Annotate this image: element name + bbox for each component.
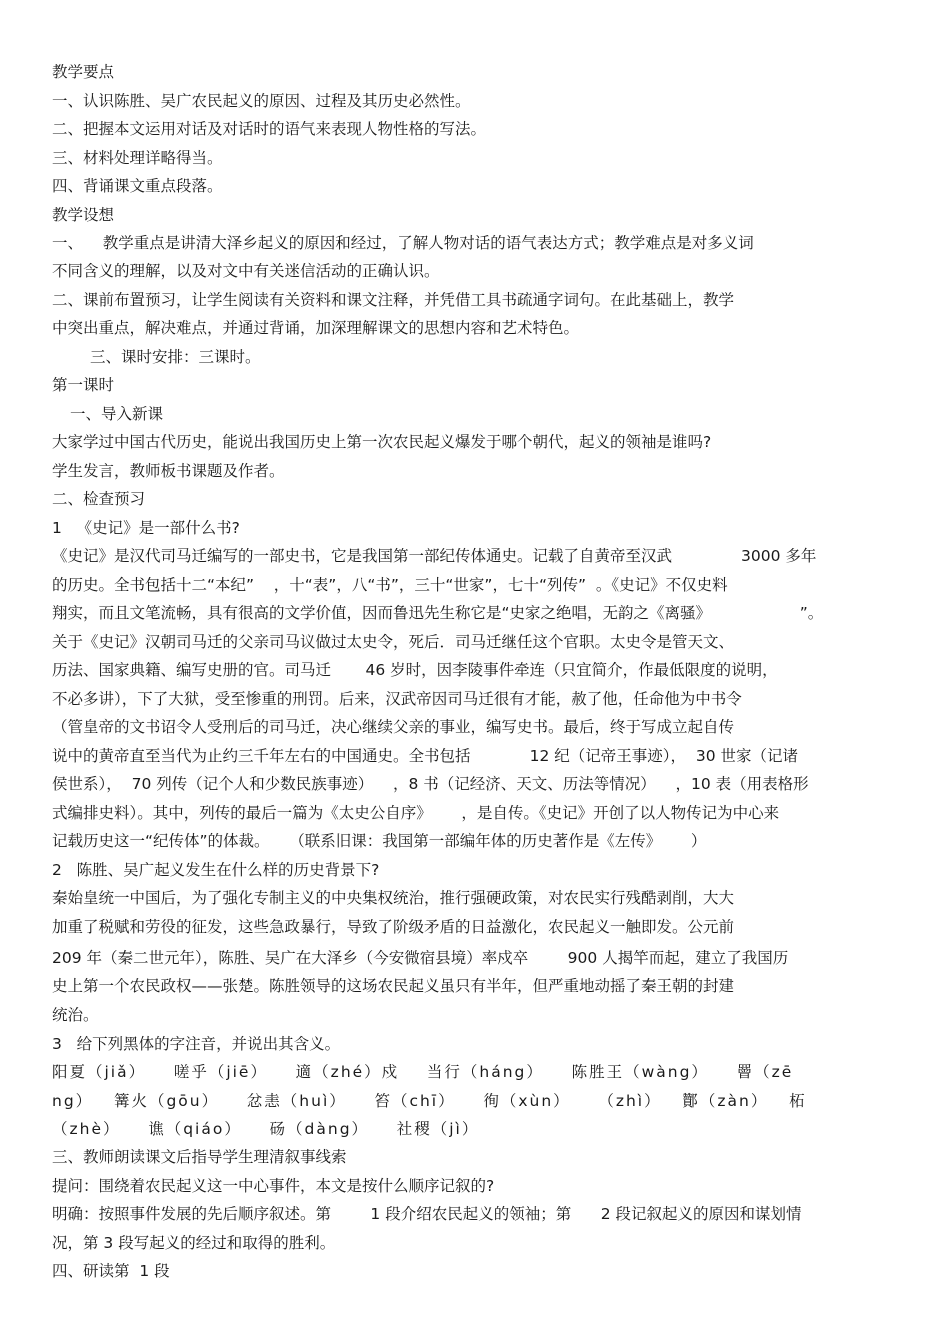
text-line: 侯世系）， 70 列传（记个人和少数民族事迹） ，8 书（记经济、天文、历法等情况） ，10 表（用表格形: [52, 775, 809, 793]
text-line: 大家学过中国古代历史，能说出我国历史上第一次农民起义爆发于哪个朝代，起义的领袖是谁吗?: [52, 433, 712, 451]
text-line: 三、课时安排：三课时。: [90, 348, 261, 366]
text-line: 明确：按照事件发展的先后顺序叙述。第 1 段介绍农民起义的领袖；第 2 段记叙起义的原因和谋划情: [52, 1205, 802, 1223]
text-line: 加重了税赋和劳役的征发，这些急政暴行，导致了阶级矛盾的日益激化，农民起义一触即发。公元前: [52, 918, 735, 936]
section-heading: 三、教师朗读课文后指导学生理清叙事线索: [52, 1148, 347, 1166]
text-line: 一、 教学重点是讲清大泽乡起义的原因和经过，了解人物对话的语气表达方式；教学难点是对多义词: [52, 234, 754, 252]
text-line: 况，第 3 段写起义的经过和取得的胜利。: [52, 1234, 336, 1252]
text-line: 不同含义的理解，以及对文中有关迷信活动的正确认识。: [52, 262, 440, 280]
text-line: 关于《史记》汉朝司马迁的父亲司马议做过太史令，死后．司马迁继任这个官职。太史令是管天文、: [52, 633, 735, 651]
question-line: 1 《史记》是一部什么书?: [52, 519, 240, 537]
text-line: 提问：围绕着农民起义这一中心事件，本文是按什么顺序记叙的?: [52, 1177, 495, 1195]
text-line: 式编排史料）。其中，列传的最后一篇为《太史公自序》 ，是自传。《史记》开创了以人物传记为中心来: [52, 804, 780, 822]
text-line: 统治。: [52, 1006, 99, 1024]
pinyin-line: 阳夏（jiǎ） 嗟乎（jiē） 適（zhé）戍 当行（háng） 陈胜王（wàng） 罾（zē: [52, 1063, 794, 1081]
text-line: 秦始皇统一中国后，为了强化专制主义的中央集权统治，推行强硬政策，对农民实行残酷剥削，大大: [52, 889, 735, 907]
text-line: 二、把握本文运用对话及对话时的语气来表现人物性格的写法。: [52, 120, 487, 138]
heading-teaching-plan: 教学设想: [52, 206, 115, 224]
text-line: 二、课前布置预习，让学生阅读有关资料和课文注释，并凭借工具书疏通字词句。在此基础上，教学: [52, 291, 735, 309]
section-heading: 一、导入新课: [70, 405, 164, 423]
text-line: 学生发言，教师板书课题及作者。: [52, 462, 285, 480]
text-line: 《史记》是汉代司马迁编写的一部史书，它是我国第一部纪传体通史。记载了自黄帝至汉武 3000 多年: [52, 547, 817, 565]
text-line: 四、背诵课文重点段落。: [52, 177, 223, 195]
pinyin-line: ng） 篝火（gōu） 忿恚（huì） 笞（chī） 徇（xùn） （zhì） 酇（zàn） 柘: [52, 1092, 807, 1110]
text-line: 说中的黄帝直至当代为止约三千年左右的中国通史。全书包括 12 纪（记帝王事迹）， 30 世家（记诸: [52, 747, 799, 765]
section-heading: 二、检查预习: [52, 490, 146, 508]
text-line: 历法、国家典籍、编写史册的官。司马迁 46 岁时，因李陵事件牵连（只宜简介，作最低限度的说明，: [52, 661, 778, 679]
heading-first-lesson: 第一课时: [52, 376, 115, 394]
text-line: 一、认识陈胜、吴广农民起义的原因、过程及其历史必然性。: [52, 92, 471, 110]
text-line: （管皇帝的文书诏令人受刑后的司马迁，决心继续父亲的事业，编写史书。最后，终于写成立起自传: [52, 718, 735, 736]
text-line: 中突出重点，解决难点，并通过背诵，加深理解课文的思想内容和艺术特色。: [52, 319, 580, 337]
question-line: 2 陈胜、吴广起义发生在什么样的历史背景下?: [52, 861, 380, 879]
text-line: 不必多讲），下了大狱，受至惨重的刑罚。后来，汉武帝因司马迁很有才能，赦了他，任命他为中书令: [52, 690, 742, 708]
section-heading: 四、研读第 1 段: [52, 1262, 170, 1280]
text-line: 记载历史这一“纪传体”的体裁。 （联系旧课：我国第一部编年体的历史著作是《左传》 ）: [52, 832, 707, 850]
pinyin-line: （zhè） 谯（qiáo） 砀（dàng） 社稷（jì）: [52, 1120, 480, 1138]
heading-teaching-points: 教学要点: [52, 63, 115, 81]
text-line: 史上第一个农民政权——张楚。陈胜领导的这场农民起义虽只有半年，但严重地动摇了秦王朝的封建: [52, 977, 735, 995]
text-line: 三、材料处理详略得当。: [52, 149, 223, 167]
text-line: 的历史。全书包括十二“本纪” ，十“表”，八“书”，三十“世家”，七十“列传” 。《史记》不仅史料: [52, 576, 728, 594]
question-line: 3 给下列黑体的字注音，并说出其含义。: [52, 1035, 341, 1053]
text-line: 209 年（秦二世元年），陈胜、吴广在大泽乡（今安微宿县境）率戍卒 900 人揭竿而起，建立了我国历: [52, 949, 789, 967]
text-line: 翔实，而且文笔流畅，具有很高的文学价值，因而鲁迅先生称它是“史家之绝唱，无韵之《离骚》 ”。: [52, 604, 824, 622]
